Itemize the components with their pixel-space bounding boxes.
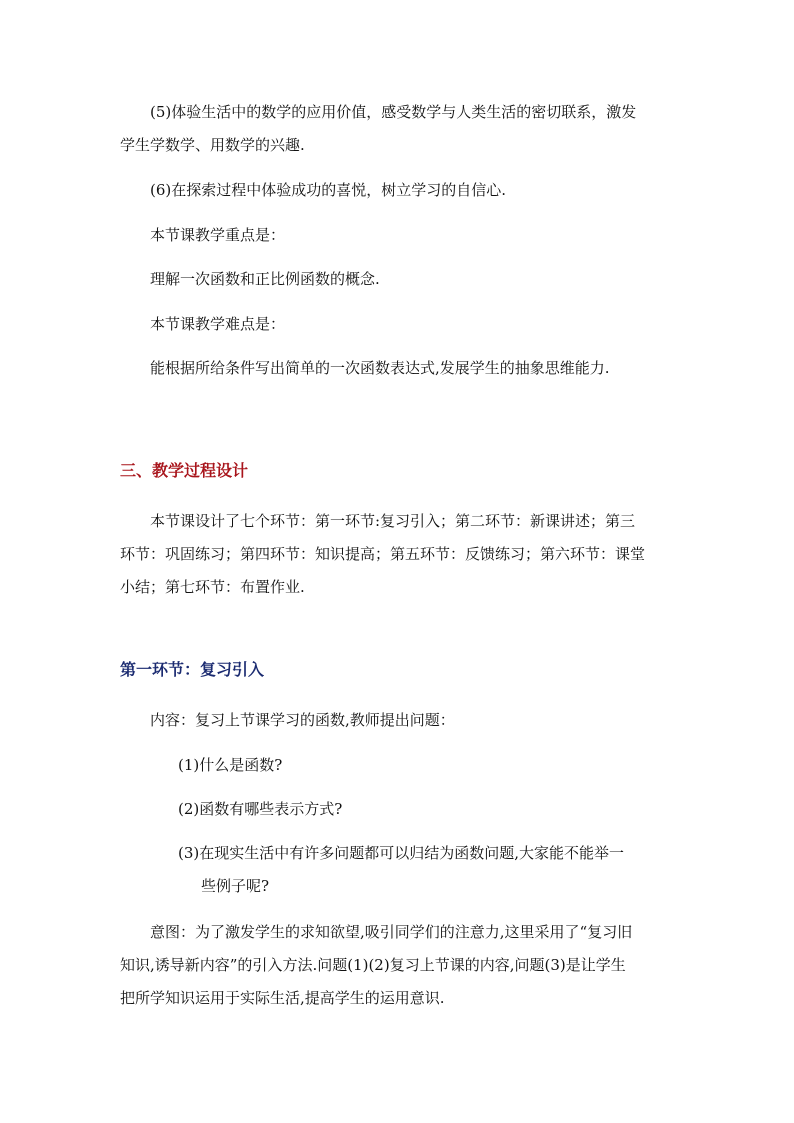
question-1: (1)什么是函数? [178,756,283,774]
question-2: (2)函数有哪些表示方式? [178,800,343,818]
intent-line-2: 知识,诱导新内容”的引入方法.问题(1)(2)复习上节课的内容,问题(3)是让学生 [120,956,626,974]
stage-1-title: 第一环节：复习引入 [120,660,265,679]
question-3-line-1: (3)在现实生活中有许多问题都可以归结为函数问题,大家能不能举一 [178,844,625,862]
section-3-title: 三、教学过程设计 [120,461,249,480]
section-3-line-3: 小结；第七环节：布置作业. [120,578,305,596]
stage-1-content: 内容：复习上节课学习的函数,教师提出问题： [150,711,455,729]
key-point-label: 本节课教学重点是： [150,226,286,244]
intent-line-1: 意图：为了激发学生的求知欲望,吸引同学们的注意力,这里采用了“复习旧 [150,923,633,941]
key-point-text: 理解一次函数和正比例函数的概念. [150,270,380,288]
question-3-line-2: 些例子呢? [201,877,270,895]
difficulty-label: 本节课教学难点是： [150,315,286,333]
objective-5-line-2: 学生学数学、用数学的兴趣. [120,136,305,154]
objective-5-line-1: (5)体验生活中的数学的应用价值，感受数学与人类生活的密切联系，激发 [150,103,637,121]
difficulty-text: 能根据所给条件写出简单的一次函数表达式,发展学生的抽象思维能力. [150,359,610,377]
section-3-line-1: 本节课设计了七个环节：第一环节:复习引入；第二环节：新课讲述；第三 [150,512,636,530]
objective-6: (6)在探索过程中体验成功的喜悦，树立学习的自信心. [150,181,507,199]
intent-line-3: 把所学知识运用于实际生活,提高学生的运用意识. [120,989,445,1007]
section-3-line-2: 环节：巩固练习；第四环节：知识提高；第五环节：反馈练习；第六环节：课堂 [120,545,646,563]
